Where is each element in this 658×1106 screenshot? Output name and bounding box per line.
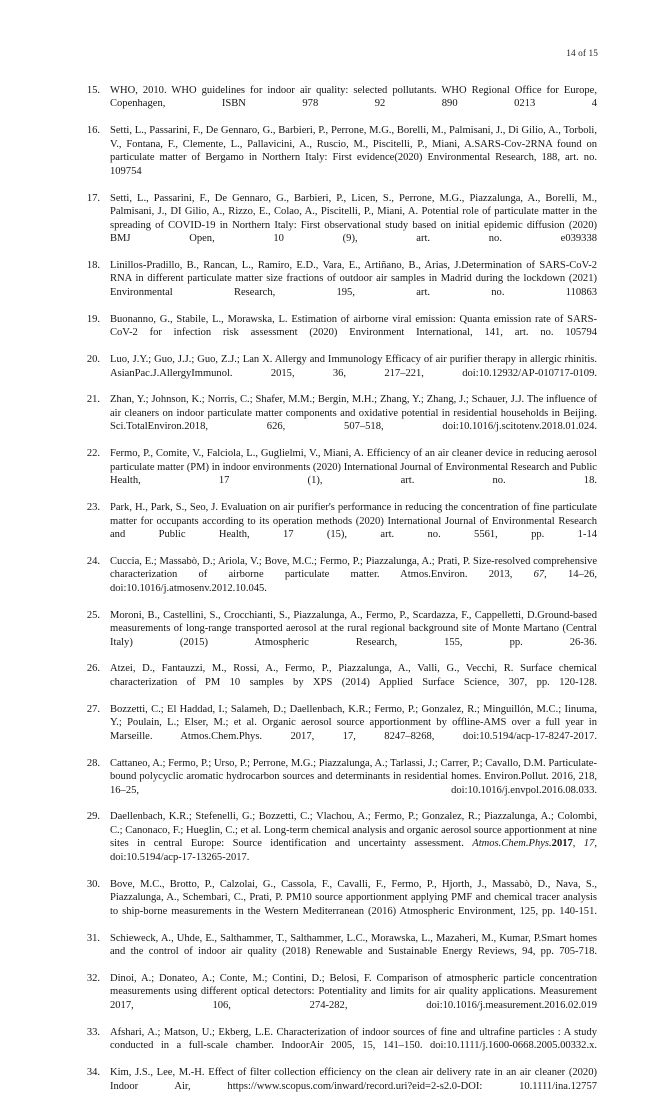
reference-text: Bozzetti, C.; El Haddad, I.; Salameh, D.; Daellenbach, K.R.; Fermo, P.; Gonzalez, R.; Minguillón, M.C.; Iinuma, Y.; Poulain, L.; Elser, M.; et al. Organic aerosol source apportionment by offline-AMS over a full year in Marseille. Atmos.Chem.Phys. 2017, 17, 8247–8268, doi:10.5194/acp-17-8247-2017. <box>110 703 597 742</box>
reference-text: Park, H., Park, S., Seo, J. Evaluation on air purifier's performance in reducing the concentration of fine particulate matter for occupants according to its operation methods (2020) International Journal of Environmental Research and Public Health, 17 (15), art. no. 5561, pp. 1-14 <box>110 502 597 540</box>
reference-entry <box>78 393 597 447</box>
reference-number: 26. <box>86 663 100 675</box>
reference-plain-segment: , doi:10.5194/acp-17-13265-2017. <box>110 838 597 863</box>
reference-entry <box>78 84 597 124</box>
reference-plain-segment: Daellenbach, K.R.; Stefenelli, G.; Bozzetti, C.; Vlachou, A.; Fermo, P.; Gonzalez, R.; Piazzalunga, A.; Colombi, C.; Canonaco, F.; Hueglin, C.; et al. Long-term chemical analysis and organic aerosol source apportionment at nine sites in central Europe: Source identification and uncertainty assessment. <box>110 811 597 850</box>
reference-entry <box>78 353 597 393</box>
reference-entry <box>78 609 597 663</box>
reference-number: 18. <box>86 259 100 271</box>
reference-number: 16. <box>86 125 100 137</box>
reference-number: 20. <box>86 354 100 366</box>
reference-italic-segment: Atmos.Chem.Phys. <box>472 838 552 850</box>
reference-entry <box>78 662 597 702</box>
reference-bold-segment: 2017 <box>551 838 573 850</box>
reference-entry <box>78 313 597 353</box>
reference-number: 34. <box>86 1067 100 1079</box>
reference-number: 33. <box>86 1026 100 1038</box>
reference-number: 27. <box>86 703 100 715</box>
reference-entry <box>78 878 597 932</box>
reference-number: 17. <box>86 192 100 204</box>
reference-entry <box>78 555 597 609</box>
reference-text: Atzei, D., Fantauzzi, M., Rossi, A., Fermo, P., Piazzalunga, A., Valli, G., Vecchi, R. Surface chemical characterization of PM 10 samples by XPS (2014) Applied Surface Science, 307, pp. 120-128. <box>110 663 597 688</box>
reference-entry <box>78 501 597 555</box>
reference-number: 30. <box>86 878 100 890</box>
reference-text <box>110 810 597 877</box>
reference-text: Afshari, A.; Matson, U.; Ekberg, L.E. Characterization of indoor sources of fine and ultrafine particles : A study conducted in a full-scale chamber. IndoorAir 2005, 15, 141–150. doi:10.1111/j.1600-0668.2005.00332.x. <box>110 1026 597 1052</box>
reference-number: 15. <box>86 85 100 96</box>
reference-number: 29. <box>86 811 100 823</box>
reference-text: Setti, L., Passarini, F., De Gennaro, G., Barbieri, P., Licen, S., Perrone, M.G., Piazzalunga, A., Borelli, M., Palmisani, J., DI Gilio, A., Rizzo, E., Colao, A., Piscitelli, P., Miani, A. Potential role of particulate matter in the spreading of COVID-19 in Northern Italy: First observational study based on initial epidemic diffusion (2020) BMJ Open, 10 (9), art. no. e039338 <box>110 192 597 244</box>
reference-text: Kim, J.S., Lee, M.-H. Effect of filter collection efficiency on the clean air delivery rate in an air cleaner (2020) Indoor Air, https://www.scopus.com/inward/record.uri?eid=2-s2.0-DOI: 10.1111/ina.12757 <box>110 1067 597 1092</box>
reference-entry <box>78 932 597 972</box>
reference-text: Zhan, Y.; Johnson, K.; Norris, C.; Shafer, M.M.; Bergin, M.H.; Zhang, Y.; Zhang, J.; Schauer, J.J. The influence of air cleaners on indoor particulate matter components and oxidative potential in residential households in Beijing. Sci.TotalEnviron.2018, 626, 507–518, doi:10.1016/j.scitotenv.2018.01.024. <box>110 394 597 433</box>
page-number-header: 14 of 15 <box>566 49 598 59</box>
reference-number: 22. <box>86 448 100 460</box>
reference-number: 28. <box>86 757 100 769</box>
reference-number: 21. <box>86 394 100 406</box>
reference-entry <box>78 810 597 877</box>
reference-entry <box>78 1066 597 1106</box>
reference-entry <box>78 192 597 259</box>
reference-plain-segment: , 14–26, doi:10.1016/j.atmosenv.2012.10.045. <box>110 569 598 594</box>
reference-italic-segment: 67 <box>533 569 545 581</box>
reference-entry <box>78 972 597 1026</box>
reference-text: WHO, 2010. WHO guidelines for indoor air quality: selected pollutants. WHO Regional Office for Europe, Copenhagen, ISBN 978 92 890 0213 4 <box>110 85 597 110</box>
reference-plain-segment: , <box>572 838 584 850</box>
reference-text: Buonanno, G., Stabile, L., Morawska, L. Estimation of airborne viral emission: Quanta emission rate of SARS-CoV-2 for infection risk assessment (2020) Environment International, 141, art. no. 105794 <box>110 313 597 339</box>
reference-list <box>78 84 597 1106</box>
reference-text: Bove, M.C., Brotto, P., Calzolai, G., Cassola, F., Cavalli, F., Fermo, P., Hjorth, J., Massabò, D., Nava, S., Piazzalunga, A., Schembari, C., Prati, P. PM10 source apportionment applying PMF and chemical tracer analysis to ship-borne measurements in the Western Mediterranean (2016) Atmospheric Environment, 125, pp. 140-151. <box>110 878 597 917</box>
reference-number: 19. <box>86 313 100 325</box>
reference-text: Linillos-Pradillo, B., Rancan, L., Ramiro, E.D., Vara, E., Artiñano, B., Arias, J.Determination of SARS-CoV-2 RNA in different particulate matter size fractions of outdoor air samples in Madrid during the lockdown (2021) Environmental Research, 195, art. no. 110863 <box>110 259 597 298</box>
reference-text: Fermo, P., Comite, V., Falciola, L., Guglielmi, V., Miani, A. Efficiency of an air cleaner device in reducing aerosol particulate matter (PM) in indoor environments (2020) International Journal of Environmental Research and Public Health, 17 (1), art. no. 18. <box>110 448 597 487</box>
reference-entry <box>78 1026 597 1066</box>
reference-entry <box>78 259 597 313</box>
reference-text <box>110 555 597 609</box>
reference-entry <box>78 447 597 501</box>
reference-text: Setti, L., Passarini, F., De Gennaro, G., Barbieri, P., Perrone, M.G., Borelli, M., Palmisani, J., Di Gilio, A., Torboli, V., Fontana, F., Clemente, L., Pallavicini, A., Ruscio, M., Piscitelli, P., Miani, A.SARS-Cov-2RNA found on particulate matter of Bergamo in Northern Italy: First evidence(2020) Environmental Research, 188, art. no. 109754 <box>110 125 597 177</box>
reference-plain-segment: Cuccia, E.; Massabò, D.; Ariola, V.; Bove, M.C.; Fermo, P.; Piazzalunga, A.; Prati, P. Size-resolved comprehensive characterization of airborne particulate matter. Atmos.Environ. 2013, <box>110 555 597 581</box>
reference-entry <box>78 703 597 757</box>
reference-entry <box>78 757 597 811</box>
reference-text: Moroni, B., Castellini, S., Crocchianti, S., Piazzalunga, A., Fermo, P., Scardazza, F., Cappelletti, D.Ground-based measurements of long-range transported aerosol at the rural regional background site of Monte Martano (Central Italy) (2015) Atmospheric Research, 155, pp. 26-36. <box>110 609 597 648</box>
reference-entry <box>78 124 597 191</box>
reference-text: Schieweck, A., Uhde, E., Salthammer, T., Salthammer, L.C., Morawska, L., Mazaheri, M., Kumar, P.Smart homes and the control of indoor air quality (2018) Renewable and Sustainable Energy Reviews, 94, pp. 705-718. <box>110 932 597 957</box>
reference-text: Dinoi, A.; Donateo, A.; Conte, M.; Contini, D.; Belosi, F. Comparison of atmospheric particle concentration measurements using different optical detectors: Potentiality and limits for air quality applications. Measurement 2017, 106, 274-282, doi:10.1016/j.measurement.2016.02.019 <box>110 972 597 1011</box>
reference-text: Cattaneo, A.; Fermo, P.; Urso, P.; Perrone, M.G.; Piazzalunga, A.; Tarlassi, J.; Carrer, P.; Cavallo, D.M. Particulate-bound polycyclic aromatic hydrocarbon sources and determinants in residential homes. Environ.Pollut. 2016, 218, 16–25, doi:10.1016/j.envpol.2016.08.033. <box>110 757 597 796</box>
reference-number: 24. <box>86 555 100 567</box>
reference-italic-segment: 17 <box>583 838 595 850</box>
reference-number: 23. <box>86 502 100 514</box>
reference-number: 25. <box>86 609 100 621</box>
reference-text: Luo, J.Y.; Guo, J.J.; Guo, Z.J.; Lan X. Allergy and Immunology Efficacy of air purifier therapy in allergic rhinitis. AsianPac.J.AllergyImmunol. 2015, 36, 217–221, doi:10.12932/AP-010717-0109. <box>110 354 597 379</box>
reference-number: 32. <box>86 972 100 984</box>
reference-number: 31. <box>86 932 100 944</box>
